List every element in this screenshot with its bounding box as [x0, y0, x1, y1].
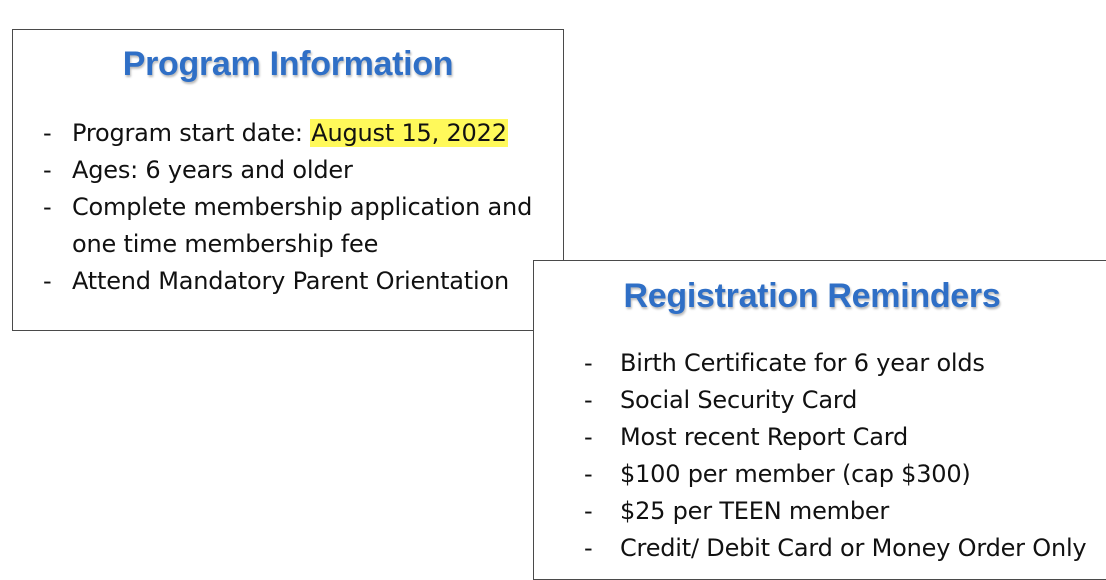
list-item-text: Credit/ Debit Card or Money Order Only	[620, 534, 1087, 562]
bullet-dash: -	[43, 193, 52, 221]
start-date-value: August 15, 2022	[311, 119, 507, 147]
registration-reminders-list	[584, 345, 1104, 567]
list-item	[43, 189, 543, 226]
bullet-dash: -	[43, 267, 52, 295]
bullet-dash: -	[584, 386, 593, 414]
list-item-text: Social Security Card	[620, 386, 858, 414]
list-item-text: Birth Certificate for 6 year olds	[620, 349, 985, 377]
list-item-continuation	[43, 226, 543, 263]
bullet-dash: -	[584, 460, 593, 488]
list-item	[43, 115, 543, 152]
list-item	[584, 382, 1104, 419]
list-item-text: $25 per TEEN member	[620, 497, 890, 525]
list-item	[43, 263, 543, 300]
bullet-dash: -	[43, 156, 52, 184]
list-item-text: Attend Mandatory Parent Orientation	[72, 267, 509, 295]
bullet-dash: -	[584, 349, 593, 377]
list-item	[584, 419, 1104, 456]
list-item	[584, 345, 1104, 382]
bullet-dash: -	[584, 423, 593, 451]
list-item-text: one time membership fee	[72, 230, 379, 258]
program-information-list	[43, 115, 543, 300]
start-date-label: Program start date:	[72, 119, 303, 147]
list-item-text: Ages: 6 years and older	[72, 156, 353, 184]
registration-reminders-box	[533, 260, 1106, 580]
list-item-text: $100 per member (cap $300)	[620, 460, 971, 488]
bullet-dash: -	[584, 534, 593, 562]
program-information-title: Program Information	[122, 45, 454, 83]
registration-reminders-title: Registration Reminders	[623, 277, 1001, 315]
list-item-text: Most recent Report Card	[620, 423, 908, 451]
list-item	[584, 530, 1104, 567]
program-information-box	[12, 29, 564, 331]
list-item	[584, 456, 1104, 493]
list-item	[584, 493, 1104, 530]
list-item-text: Complete membership application and	[72, 193, 533, 221]
list-item	[43, 152, 543, 189]
bullet-dash: -	[43, 119, 52, 147]
bullet-dash: -	[584, 497, 593, 525]
